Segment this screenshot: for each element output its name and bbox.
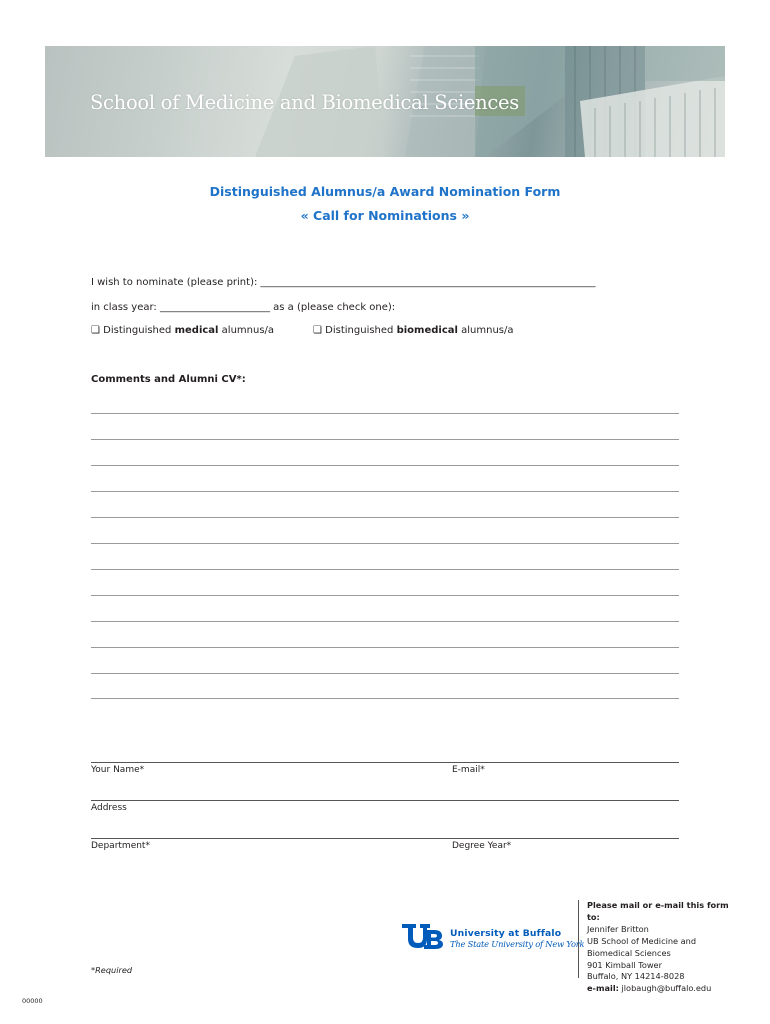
your-name-label: Your Name* bbox=[91, 765, 145, 775]
ub-mark-icon bbox=[400, 922, 444, 950]
checkbox-icon[interactable]: ❏ bbox=[91, 325, 100, 336]
ub-logo bbox=[400, 922, 585, 952]
comments-label: Comments and Alumni CV*: bbox=[91, 374, 246, 385]
comment-line[interactable] bbox=[91, 413, 679, 414]
option-label-prefix: Distinguished bbox=[325, 325, 397, 336]
contact-address-line: UB School of Medicine and bbox=[587, 935, 697, 946]
nominate-field[interactable]: I wish to nominate (please print): ___________________________________________________________________ bbox=[91, 277, 596, 288]
comment-line[interactable] bbox=[91, 647, 679, 648]
comment-line[interactable] bbox=[91, 673, 679, 674]
biomedical-alumnus-checkbox[interactable] bbox=[313, 325, 513, 336]
contact-address-line: 901 Kimball Tower bbox=[587, 959, 662, 970]
department-line[interactable] bbox=[91, 838, 679, 839]
logo-tagline: The State University of New York bbox=[450, 939, 585, 949]
comment-line[interactable] bbox=[91, 439, 679, 440]
comment-line[interactable] bbox=[91, 517, 679, 518]
address-line[interactable] bbox=[91, 800, 679, 801]
option-label-suffix: alumnus/a bbox=[457, 325, 514, 336]
comment-line[interactable] bbox=[91, 698, 679, 699]
name-email-line[interactable] bbox=[91, 762, 679, 763]
comment-line[interactable] bbox=[91, 621, 679, 622]
comment-line[interactable] bbox=[91, 543, 679, 544]
logo-university-name: University at Buffalo bbox=[450, 928, 562, 939]
contact-email-link[interactable]: jlobaugh@buffalo.edu bbox=[618, 983, 712, 994]
contact-divider bbox=[578, 900, 579, 978]
address-label: Address bbox=[91, 803, 127, 813]
contact-heading: Please mail or e-mail this form to: bbox=[587, 900, 729, 922]
form-title: Distinguished Alumnus/a Award Nomination Form bbox=[209, 184, 561, 199]
header-banner bbox=[45, 46, 725, 157]
contact-address-line: Buffalo, NY 14214-8028 bbox=[587, 971, 685, 982]
department-label: Department* bbox=[91, 841, 150, 851]
option-label-emphasis: medical bbox=[174, 325, 219, 336]
class-year-field[interactable]: in class year: ______________________ as a (please check one): bbox=[91, 302, 396, 313]
medical-alumnus-checkbox[interactable] bbox=[91, 325, 274, 336]
banner-title: School of Medicine and Biomedical Sciences bbox=[90, 91, 519, 114]
option-label-suffix: alumnus/a bbox=[218, 325, 275, 336]
footer-code: 00000 bbox=[22, 997, 43, 1005]
required-note: *Required bbox=[91, 965, 133, 975]
comment-line[interactable] bbox=[91, 595, 679, 596]
form-subtitle: « Call for Nominations » bbox=[300, 208, 470, 223]
contact-block bbox=[587, 900, 737, 995]
checkbox-icon[interactable]: ❏ bbox=[313, 325, 322, 336]
contact-name: Jennifer Britton bbox=[587, 923, 649, 934]
contact-email-row bbox=[587, 983, 737, 995]
comment-line[interactable] bbox=[91, 465, 679, 466]
comment-line[interactable] bbox=[91, 491, 679, 492]
comment-line[interactable] bbox=[91, 569, 679, 570]
contact-address-line: Biomedical Sciences bbox=[587, 947, 671, 958]
option-label-emphasis: biomedical bbox=[396, 325, 458, 336]
contact-email-label: e-mail: bbox=[587, 983, 619, 994]
option-label-prefix: Distinguished bbox=[103, 325, 175, 336]
degree-year-label: Degree Year* bbox=[452, 841, 512, 851]
email-label: E-mail* bbox=[452, 765, 485, 775]
